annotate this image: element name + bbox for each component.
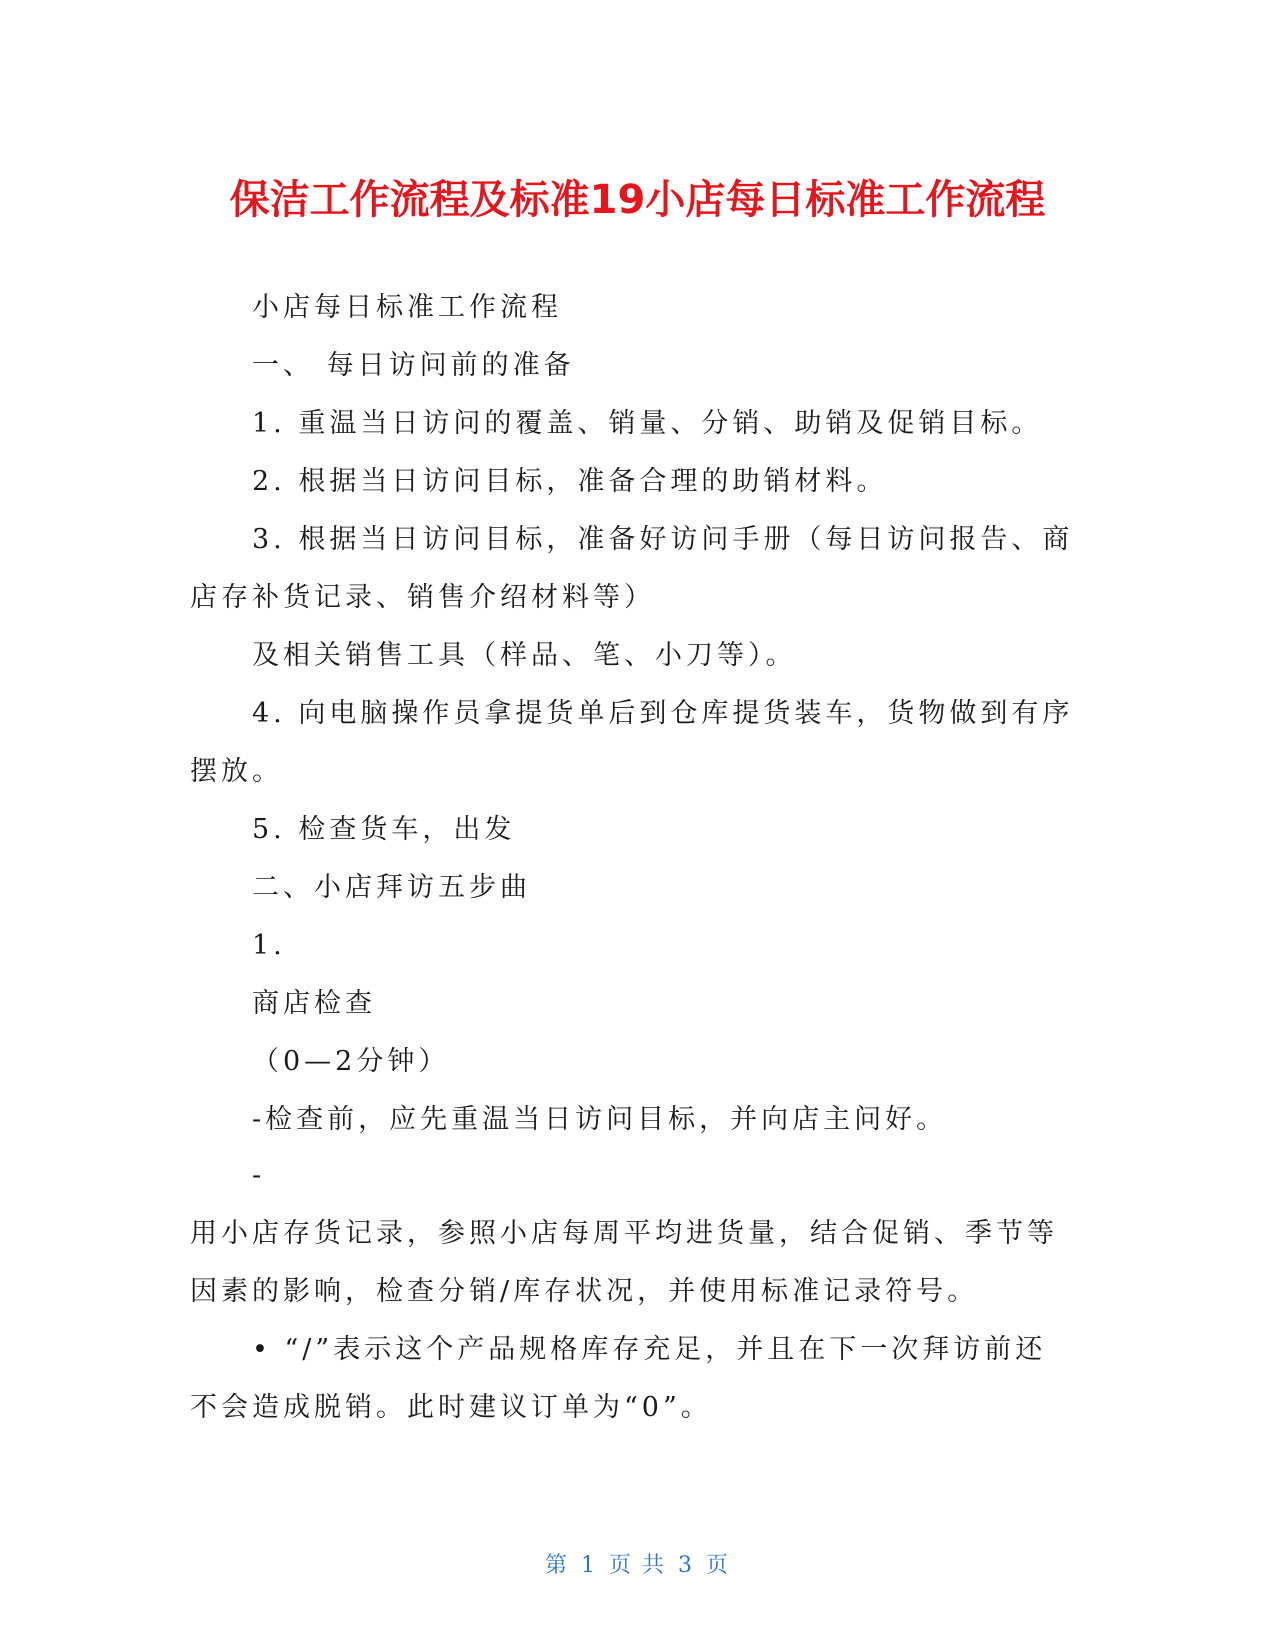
text-line: 4. 向电脑操作员拿提货单后到仓库提货装车，货物做到有序 xyxy=(252,698,1074,729)
text-line: 1. 重温当日访问的覆盖、销量、分销、助销及促销目标。 xyxy=(252,408,1043,439)
text-line: 小店每日标准工作流程 xyxy=(252,292,562,323)
text-line: 1. xyxy=(252,930,286,961)
text-line: 3. 根据当日访问目标，准备好访问手册（每日访问报告、商 xyxy=(252,524,1074,555)
page-footer xyxy=(0,1548,1275,1579)
text-line: 商店检查 xyxy=(252,988,376,1019)
text-line: 2. 根据当日访问目标，准备合理的助销材料。 xyxy=(252,466,888,497)
document-title: 保洁工作流程及标准19小店每日标准工作流程 xyxy=(229,177,1046,223)
text-line: 不会造成脱销。此时建议订单为“0”。 xyxy=(190,1392,712,1423)
footer-suffix: 页 xyxy=(706,1553,731,1578)
text-line: 店存补货记录、销售介绍材料等） xyxy=(190,582,655,613)
text-line: 因素的影响，检查分销/库存状况，并使用标准记录符号。 xyxy=(190,1276,979,1307)
footer-total-pages: 3 xyxy=(678,1553,694,1578)
text-line: -检查前，应先重温当日访问目标，并向店主问好。 xyxy=(252,1104,948,1135)
text-line: 二、小店拜访五步曲 xyxy=(252,872,531,903)
text-line: 及相关销售工具（样品、笔、小刀等）。 xyxy=(252,640,797,671)
footer-prefix: 第 xyxy=(544,1553,569,1578)
footer-page-number: 1 xyxy=(581,1553,597,1578)
text-line: 摆放。 xyxy=(190,756,283,787)
text-line: 用小店存货记录，参照小店每周平均进货量，结合促销、季节等 xyxy=(190,1218,1058,1249)
text-line: • “/”表示这个产品规格库存充足，并且在下一次拜访前还 xyxy=(252,1334,1047,1365)
text-line: 5. 检查货车，出发 xyxy=(252,814,516,845)
text-line: 一、 每日访问前的准备 xyxy=(252,350,575,381)
footer-middle: 页 共 xyxy=(609,1553,666,1578)
text-line: （0—2分钟） xyxy=(252,1046,450,1077)
text-line: - xyxy=(252,1160,266,1191)
